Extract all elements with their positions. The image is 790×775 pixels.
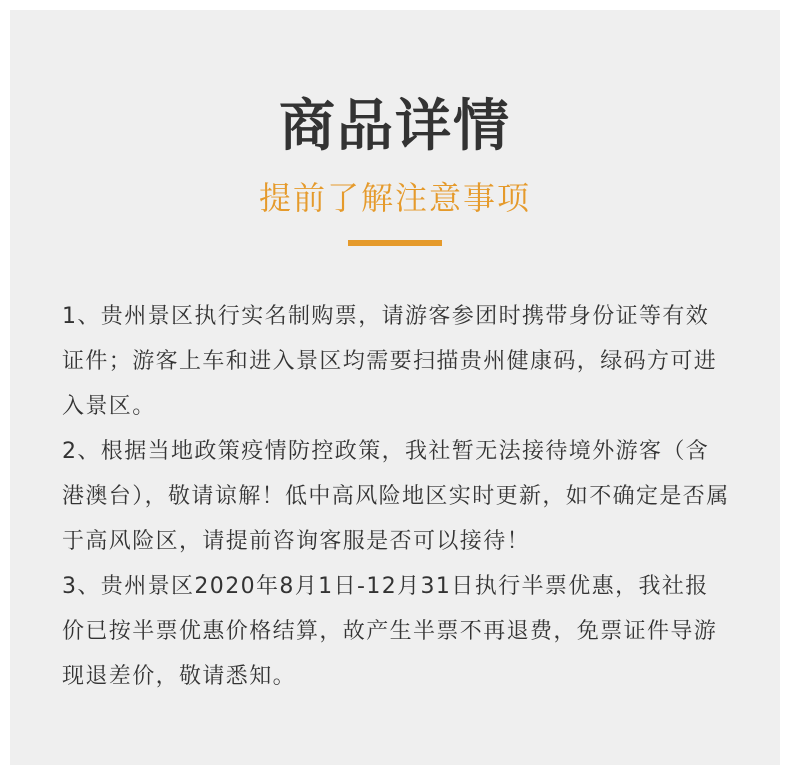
- page-title: 商品详情: [279, 94, 511, 159]
- notice-item-1: 1、贵州景区执行实名制购票，请游客参团时携带身份证等有效证件；游客上车和进入景区均需要扫描贵州健康码，绿码方可进入景区。: [62, 304, 718, 419]
- notice-item-3: 3、贵州景区2020年8月1日-12月31日执行半票优惠，我社报价已按半票优惠价格结算，故产生半票不再退费，免票证件导游现退差价，敬请悉知。: [62, 574, 718, 689]
- product-details-panel: [10, 10, 780, 765]
- notice-list: [62, 294, 730, 699]
- page-subtitle: 提前了解注意事项: [258, 179, 531, 217]
- title-divider: [348, 240, 442, 246]
- notice-item-2: 2、根据当地政策疫情防控政策，我社暂无法接待境外游客（含港澳台），敬请谅解！低中高风险地区实时更新，如不确定是否属于高风险区，请提前咨询客服是否可以接待！: [62, 439, 730, 554]
